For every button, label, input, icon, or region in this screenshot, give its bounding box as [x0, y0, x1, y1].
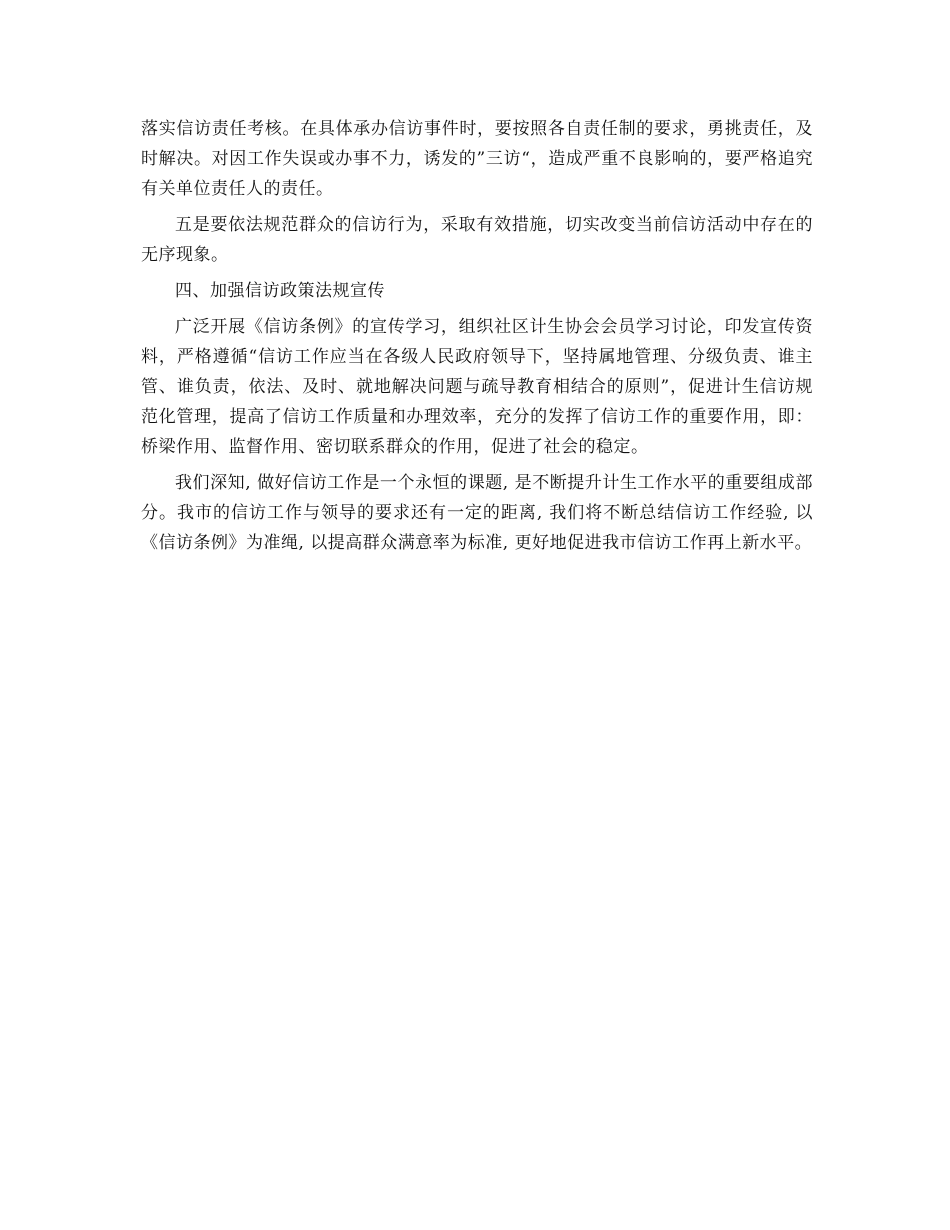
section-heading-publicity: 四、加强信访政策法规宣传	[175, 281, 385, 301]
paragraph-conclusion: 我们深知, 做好信访工作是一个永恒的课题, 是不断提升计生工作水平的重要组成部分。我市的信访工作与领导的要求还有一定的距离, 我们将不断总结信访工作经验, 以《信访条例》为准绳, 以提高群众满意率为标准, 更好地促进我市信访工作再上新水平。	[141, 473, 813, 553]
paragraph-regulate-petitions: 五是要依法规范群众的信访行为，采取有效措施，切实改变当前信访活动中存在的无序现象。	[141, 215, 813, 265]
paragraph-regulations-study: 广泛开展《信访条例》的宣传学习，组织社区计生协会会员学习讨论，印发宣传资料，严格遵循“信访工作应当在各级人民政府领导下，坚持属地管理、分级负责、谁主管、谁负责，依法、及时、就地解决问题与疏导教育相结合的原则”，促进计生信访规范化管理，提高了信访工作质量和办理效率，充分的发挥了信访工作的重要作用，即：桥梁作用、监督作用、密切联系群众的作用，促进了社会的稳定。	[141, 317, 813, 457]
document-body	[141, 114, 813, 564]
paragraph-accountability: 落实信访责任考核。在具体承办信访事件时，要按照各自责任制的要求，勇挑责任，及时解决。对因工作失误或办事不力，诱发的”三访“，造成严重不良影响的，要严格追究有关单位责任人的责任。	[141, 119, 813, 199]
